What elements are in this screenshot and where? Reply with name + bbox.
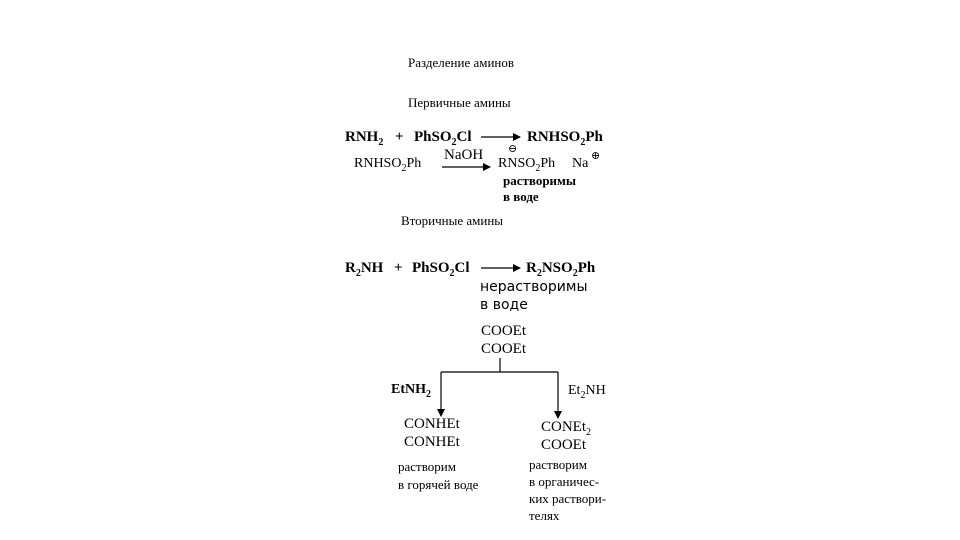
positive-charge-symbol: ⊕ <box>591 150 601 162</box>
secondary-amines-heading: Вторичные амины <box>401 213 504 228</box>
secondary-solubility-note-line2: в воде <box>480 297 528 313</box>
naoh-condition-label: NaOH <box>444 147 484 163</box>
primary-solubility-note-line2: в воде <box>503 189 539 204</box>
oxamate-ester-line1: CONEt$_2$ <box>541 419 591 438</box>
left-solubility-note-line1: растворим <box>398 459 456 474</box>
diethyloxamide-line1: CONHEt <box>404 416 460 432</box>
diethyl-oxalate-line1: COOEt <box>481 323 526 339</box>
oxamate-ester-line2: COOEt <box>541 437 586 453</box>
sodium-cation: Na <box>572 156 589 171</box>
primary-reaction-1-plus: + <box>395 129 404 145</box>
diethyl-oxalate-line2: COOEt <box>481 341 526 357</box>
secondary-reaction-reactant: $R_2NH$ <box>345 260 384 279</box>
secondary-reaction-product: $R_2NSO_2Ph$ <box>526 260 596 279</box>
right-solubility-note-line1: растворим <box>529 457 587 472</box>
secondary-solubility-note-line1: нерастворимы <box>480 279 588 295</box>
primary-reaction-1-product: $RNHSO_2Ph$ <box>527 129 603 148</box>
ethylamine-label: EtNH$_2$ <box>391 382 431 400</box>
negative-charge-symbol: ⊖ <box>508 143 518 155</box>
primary-reaction-1-reagent: PhSO$_2$Cl <box>414 129 472 148</box>
secondary-reaction-plus: + <box>394 260 403 276</box>
primary-reaction-2-anion: $RNSO_2Ph$ <box>498 156 556 174</box>
right-solubility-note-line2: в органичес- <box>529 474 600 489</box>
primary-reaction-1-reactant: $RNH_2$ <box>345 129 384 148</box>
diethyloxamide-line2: CONHEt <box>404 434 460 450</box>
primary-amines-heading: Первичные амины <box>408 95 511 110</box>
diethylamine-label: $Et_2NH$ <box>568 383 606 401</box>
primary-reaction-2-reactant: $RNHSO_2Ph$ <box>354 156 422 174</box>
left-solubility-note-line2: в горячей воде <box>398 477 479 492</box>
secondary-reaction-reagent: PhSO$_2$Cl <box>412 260 470 279</box>
slide-title: Разделение аминов <box>408 55 515 70</box>
right-solubility-note-line3: ких раствори- <box>529 491 607 506</box>
primary-solubility-note-line1: растворимы <box>503 173 577 188</box>
right-solubility-note-line4: телях <box>529 508 560 523</box>
